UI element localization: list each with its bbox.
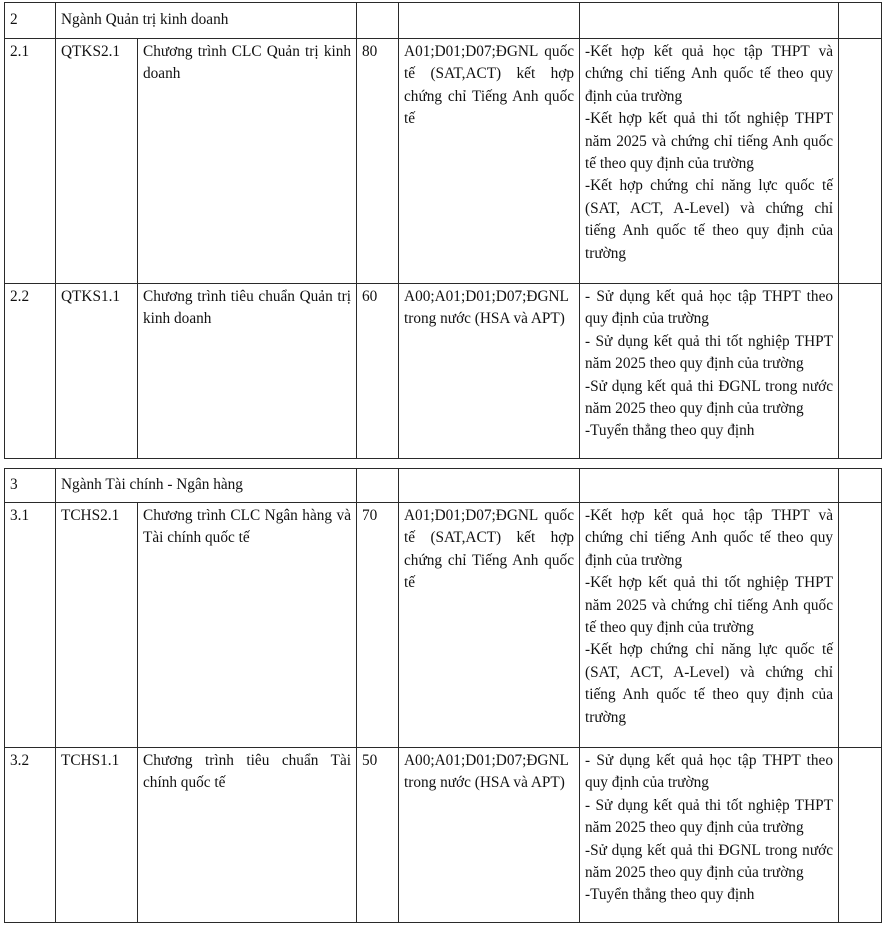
program-index: 3.1 (5, 503, 56, 748)
program-name-line: Chương trình CLC Ngân hàng và (143, 507, 351, 524)
admission-methods (580, 39, 839, 284)
admission-method-line: chứng chỉ tiếng Anh quốc tế theo quy (585, 65, 834, 83)
admission-method-item (585, 175, 833, 265)
subject-combinations (399, 39, 580, 284)
admission-method-line: - Sử dụng kết quả thi tốt nghiệp THPT (585, 796, 833, 814)
admission-method-line: -Kết hợp kết quả thi tốt nghiệp THPT (585, 574, 833, 592)
subject-combinations (399, 748, 580, 923)
program-index: 2.2 (5, 284, 56, 459)
section-number: 2 (5, 3, 56, 39)
program-name (138, 503, 357, 748)
program-row (5, 284, 882, 459)
program-name (138, 748, 357, 923)
combination-line: A00;A01;D01;D07;ĐGNL (404, 752, 569, 769)
admission-method-line: - Sử dụng kết quả học tập THPT theo (585, 288, 834, 305)
admission-method-line: -Sử dụng kết quả thi ĐGNL trong nước (585, 841, 833, 859)
admission-method-line: (SAT, ACT, A-Level) và chứng chỉ (585, 199, 834, 217)
admission-method-line: tế theo quy định của trường (585, 155, 754, 173)
admission-method-item (585, 286, 833, 331)
admission-method-line: năm 2025 theo quy định của trường (585, 864, 804, 882)
admission-method-line: tiếng Anh quốc tế theo quy định của (585, 222, 834, 240)
combination-line: trong nước (HSA và APT) (404, 774, 565, 792)
admission-method-line: -Tuyển thẳng theo quy định (585, 422, 755, 440)
section-notes-cell (839, 469, 882, 503)
combination-line: A00;A01;D01;D07;ĐGNL (404, 288, 569, 305)
combination-line: chứng chỉ Tiếng Anh quốc (404, 87, 575, 105)
program-quota: 60 (357, 284, 399, 459)
program-name-line: Chương trình tiêu chuẩn Tài (143, 752, 351, 769)
admission-method-item (585, 331, 833, 376)
admission-method-line: trường (585, 244, 627, 262)
program-code: QTKS2.1 (56, 39, 138, 284)
admissions-program-document (4, 2, 882, 923)
section-notes-cell (839, 3, 882, 39)
program-row (5, 503, 882, 748)
subject-combinations (399, 284, 580, 459)
program-row (5, 39, 882, 284)
section-quota-cell (357, 3, 399, 39)
program-name-line: kinh doanh (143, 310, 212, 328)
admission-method-line: chứng chỉ tiếng Anh quốc tế theo quy (585, 529, 833, 547)
admission-method-line: quy định của trường (585, 310, 709, 328)
section-table (4, 468, 882, 923)
program-index: 3.2 (5, 748, 56, 923)
admission-method-item (585, 639, 833, 729)
section-title: Ngành Tài chính - Ngân hàng (56, 469, 357, 503)
program-name (138, 284, 357, 459)
section-combination-cell (399, 469, 580, 503)
program-notes (839, 503, 882, 748)
admission-method-line: -Kết hợp kết quả thi tốt nghiệp THPT (585, 110, 834, 128)
admission-method-line: trường (585, 708, 627, 726)
program-row (5, 748, 882, 923)
program-code: TCHS2.1 (56, 503, 138, 748)
admission-method-line: -Kết hợp kết quả học tập THPT và (585, 507, 833, 524)
admission-method-item (585, 884, 833, 906)
program-name-line: Tài chính quốc tế (143, 529, 250, 547)
admission-method-line: năm 2025 theo quy định của trường (585, 819, 804, 837)
admission-method-line: định của trường (585, 87, 683, 105)
admission-methods (580, 284, 839, 459)
admission-method-line: tế theo quy định của trường (585, 619, 754, 637)
admission-method-item (585, 840, 833, 885)
admission-method-item (585, 750, 833, 795)
admission-method-line: -Kết hợp chứng chỉ năng lực quốc tế (585, 641, 833, 659)
admission-method-line: -Kết hợp kết quả học tập THPT và (585, 43, 834, 60)
combination-line: A01;D01;D07;ĐGNL quốc (404, 507, 574, 524)
program-code: QTKS1.1 (56, 284, 138, 459)
program-name-line: Chương trình tiêu chuẩn Quản trị (143, 288, 352, 305)
program-name (138, 39, 357, 284)
program-code: TCHS1.1 (56, 748, 138, 923)
program-quota: 50 (357, 748, 399, 923)
admission-method-item (585, 376, 833, 421)
admission-method-item (585, 41, 833, 108)
admission-method-item (585, 420, 833, 442)
admission-method-item (585, 505, 833, 572)
admission-methods (580, 503, 839, 748)
admission-method-line: năm 2025 theo quy định của trường (585, 400, 804, 418)
section-header-row (5, 3, 882, 39)
admission-method-line: năm 2025 theo quy định của trường (585, 355, 804, 373)
combination-line: tế (SAT,ACT) kết hợp (404, 65, 575, 83)
combination-line: tế (404, 574, 416, 592)
section-quota-cell (357, 469, 399, 503)
section-number: 3 (5, 469, 56, 503)
admission-method-item (585, 108, 833, 175)
section-table (4, 2, 882, 459)
combination-line: tế (SAT,ACT) kết hợp (404, 529, 574, 547)
section-title: Ngành Quản trị kinh doanh (56, 3, 357, 39)
combination-line: tế (404, 110, 416, 128)
program-index: 2.1 (5, 39, 56, 284)
combination-line: A01;D01;D07;ĐGNL quốc (404, 43, 575, 60)
admission-method-line: năm 2025 và chứng chỉ tiếng Anh quốc (585, 596, 833, 614)
program-name-line: chính quốc tế (143, 774, 226, 792)
combination-line: trong nước (HSA và APT) (404, 310, 565, 328)
section-methods-cell (580, 3, 839, 39)
admission-method-line: - Sử dụng kết quả thi tốt nghiệp THPT (585, 332, 834, 350)
admission-method-line: quy định của trường (585, 774, 709, 792)
section-header-row (5, 469, 882, 503)
admission-method-line: định của trường (585, 551, 683, 569)
program-notes (839, 748, 882, 923)
program-quota: 70 (357, 503, 399, 748)
program-name-line: Chương trình CLC Quản trị kinh (143, 43, 352, 60)
section-combination-cell (399, 3, 580, 39)
admission-method-line: tiếng Anh quốc tế theo quy định của (585, 686, 833, 704)
admission-method-item (585, 572, 833, 639)
admission-method-item (585, 795, 833, 840)
section-methods-cell (580, 469, 839, 503)
admission-methods (580, 748, 839, 923)
admission-method-line: -Sử dụng kết quả thi ĐGNL trong nước (585, 377, 834, 395)
admission-method-line: -Kết hợp chứng chỉ năng lực quốc tế (585, 177, 834, 195)
program-name-line: doanh (143, 65, 181, 83)
admission-method-line: - Sử dụng kết quả học tập THPT theo (585, 752, 833, 769)
program-notes (839, 284, 882, 459)
subject-combinations (399, 503, 580, 748)
combination-line: chứng chỉ Tiếng Anh quốc (404, 551, 574, 569)
admission-method-line: năm 2025 và chứng chỉ tiếng Anh quốc (585, 132, 834, 150)
program-quota: 80 (357, 39, 399, 284)
admission-method-line: -Tuyển thẳng theo quy định (585, 886, 755, 904)
admission-method-line: (SAT, ACT, A-Level) và chứng chỉ (585, 663, 833, 681)
program-notes (839, 39, 882, 284)
